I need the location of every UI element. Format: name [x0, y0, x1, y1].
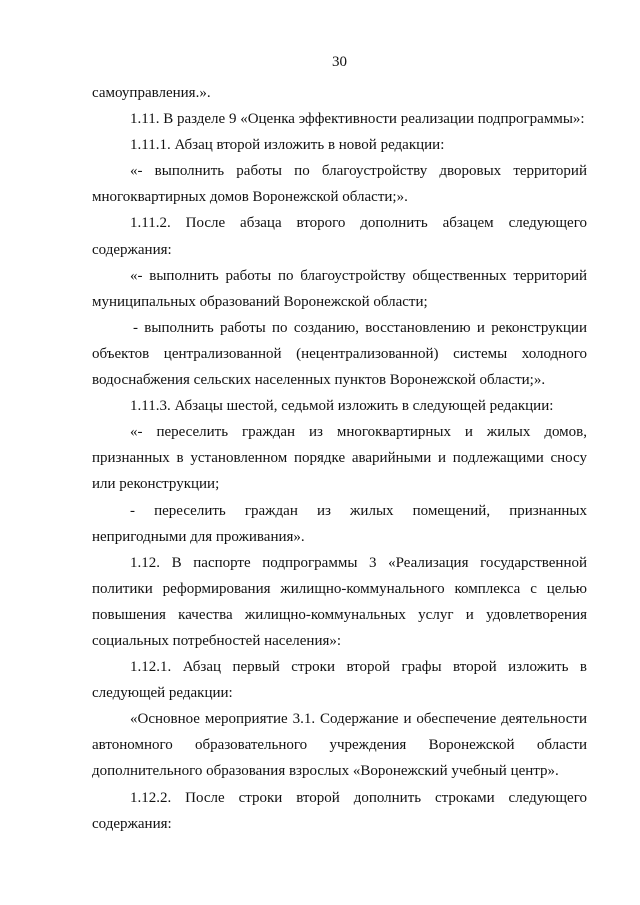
- text-line: 1.11.2. После абзаца второго дополнить абзацем следующего: [130, 215, 587, 232]
- text-line: содержания:: [92, 815, 172, 832]
- text-line: 1.11.1. Абзац второй изложить в новой редакции:: [130, 137, 445, 154]
- text-line: 1.11. В разделе 9 «Оценка эффективности реализации подпрограммы»:: [130, 111, 585, 128]
- text-line: политики реформирования жилищно-коммунального комплекса с целью: [92, 580, 587, 597]
- text-line: содержания:: [92, 241, 172, 258]
- paragraph: [92, 550, 587, 654]
- paragraph: [92, 706, 587, 784]
- text-line: водоснабжения сельских населенных пунктов Воронежской области;».: [92, 372, 546, 389]
- paragraph: [92, 393, 587, 419]
- text-line: 1.12.2. После строки второй дополнить строками следующего: [130, 789, 587, 806]
- text-line: социальных потребностей населения»:: [92, 632, 342, 649]
- text-line: или реконструкции;: [92, 476, 220, 493]
- paragraph: [92, 498, 587, 550]
- paragraph: [92, 785, 587, 837]
- text-line: дополнительного образования взрослых «Воронежский учебный центр».: [92, 763, 559, 780]
- paragraph: [92, 80, 587, 106]
- paragraph: [92, 106, 587, 132]
- text-line: 1.12.1. Абзац первый строки второй графы второй изложить в: [130, 659, 587, 676]
- text-line: 1.11.3. Абзацы шестой, седьмой изложить в следующей редакции:: [130, 398, 554, 415]
- paragraph: [92, 158, 587, 210]
- text-line: «- выполнить работы по благоустройству дворовых территорий: [130, 163, 587, 180]
- text-line: 1.12. В паспорте подпрограммы 3 «Реализация государственной: [130, 554, 587, 571]
- text-line: «- выполнить работы по благоустройству общественных территорий: [130, 267, 587, 284]
- text-line: «Основное мероприятие 3.1. Содержание и обеспечение деятельности: [130, 711, 587, 728]
- text-line: повышения качества жилищно-коммунальных услуг и удовлетворения: [92, 606, 587, 623]
- paragraph: [92, 263, 587, 315]
- paragraph: [92, 654, 587, 706]
- text-line: муниципальных образований Воронежской области;: [92, 293, 428, 310]
- text-line: - переселить граждан из жилых помещений, признанных: [130, 502, 587, 519]
- paragraph: [92, 419, 587, 497]
- text-line: самоуправления.».: [92, 85, 211, 101]
- text-line: признанных в установленном порядке аварийными и подлежащими сносу: [92, 450, 587, 467]
- document-body: [92, 80, 587, 837]
- text-line: непригодными для проживания».: [92, 528, 305, 545]
- paragraph: [92, 210, 587, 262]
- text-line: «- переселить граждан из многоквартирных и жилых домов,: [130, 424, 587, 441]
- paragraph: [92, 315, 587, 393]
- page-number: 30: [332, 54, 347, 70]
- paragraph: [92, 132, 587, 158]
- text-line: объектов централизованной (нецентрализованной) системы холодного: [92, 345, 587, 362]
- text-line: многоквартирных домов Воронежской области;».: [92, 189, 408, 206]
- text-line: - выполнить работы по созданию, восстановлению и реконструкции: [133, 319, 587, 336]
- text-line: автономного образовательного учреждения Воронежской области: [92, 737, 587, 754]
- text-line: следующей редакции:: [92, 685, 233, 702]
